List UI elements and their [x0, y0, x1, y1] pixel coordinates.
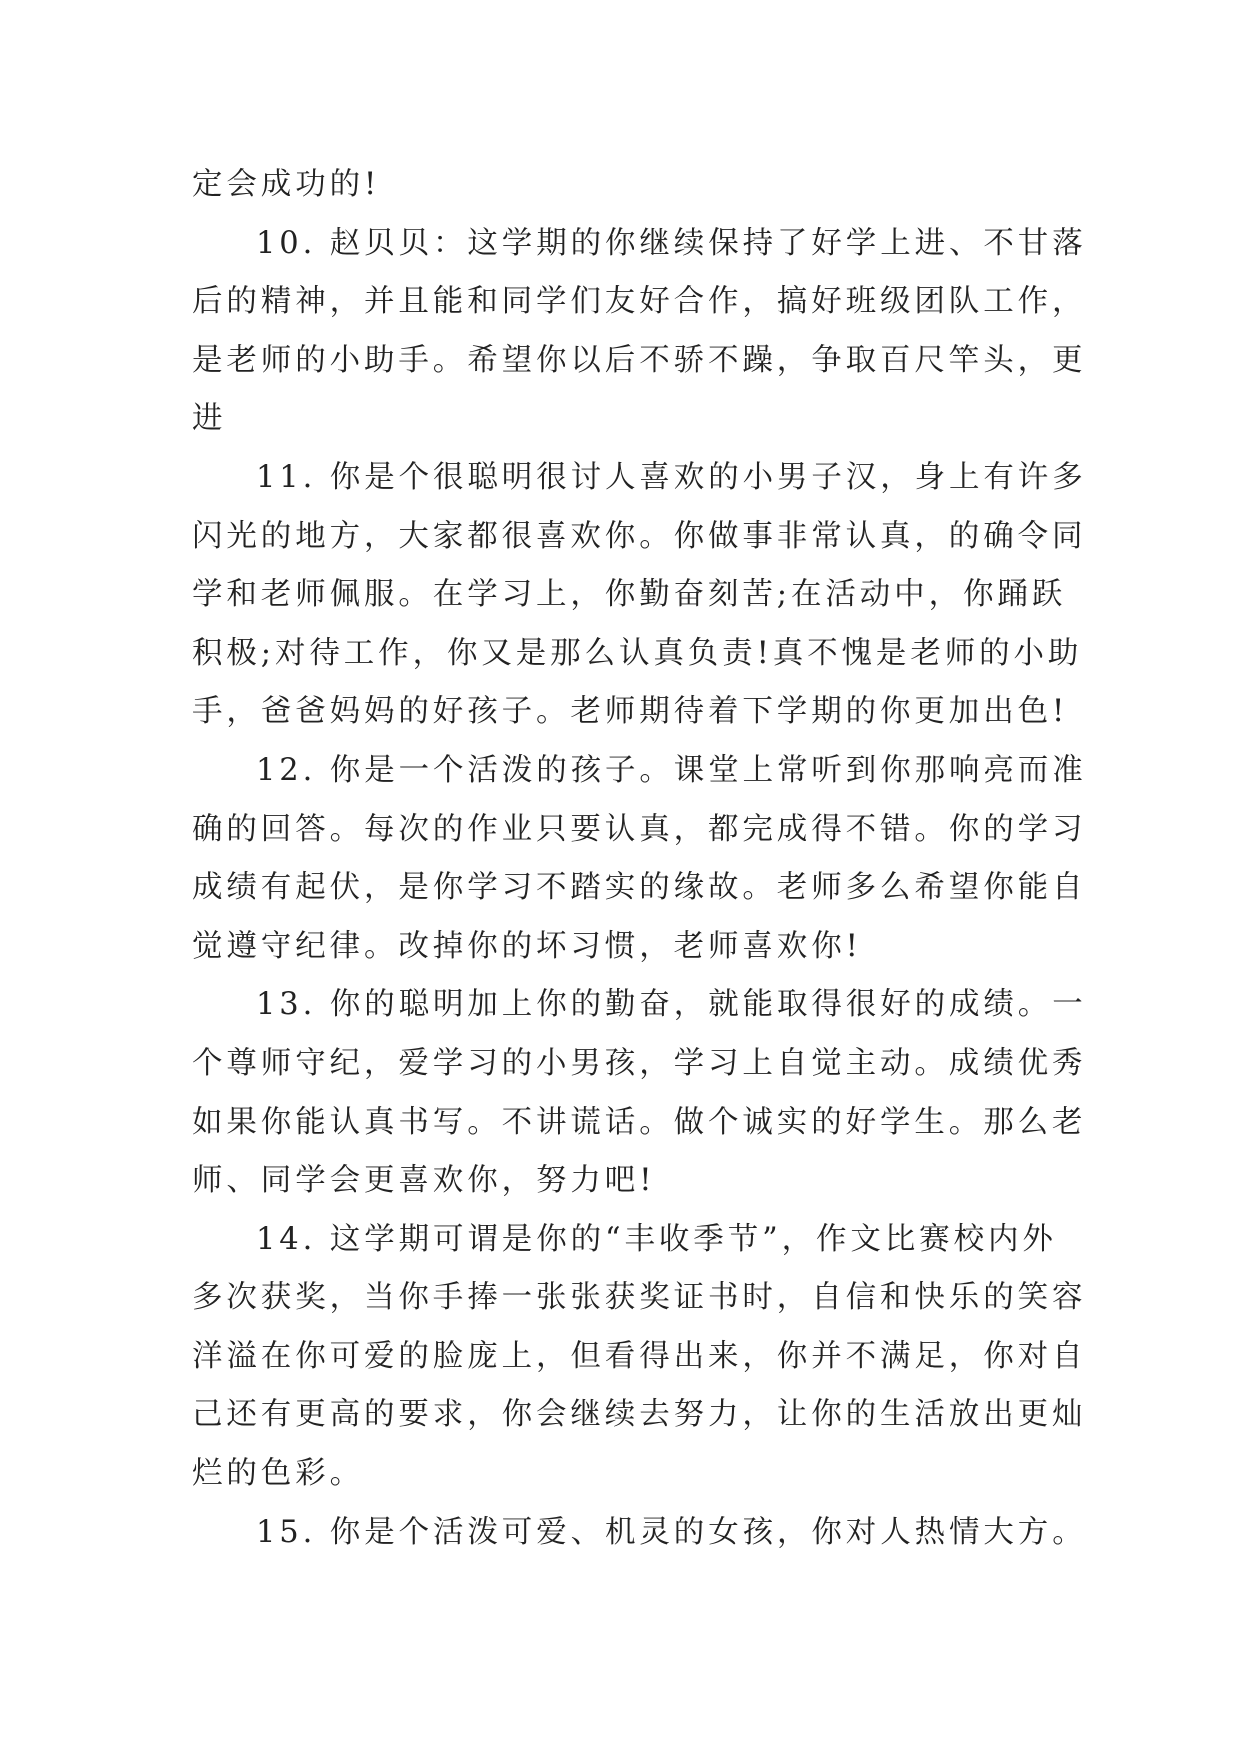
text-line: 师、同学会更喜欢你，努力吧! [192, 1163, 656, 1199]
text-line: 后的精神，并且能和同学们友好合作，搞好班级团队工作， [192, 284, 1087, 320]
text-line: 闪光的地方，大家都很喜欢你。你做事非常认真，的确令同 [192, 518, 1087, 554]
text-line: 是老师的小助手。希望你以后不骄不躁，争取百尺竿头，更 [192, 342, 1087, 378]
text-line: 进 [192, 401, 227, 437]
text-line: 定会成功的! [192, 167, 381, 202]
text-line: 确的回答。每次的作业只要认真，都完成得不错。你的学习 [192, 811, 1087, 847]
text-line: 洋溢在你可爱的脸庞上，但看得出来，你并不满足，你对自 [192, 1338, 1087, 1374]
text-line: 学和老师佩服。在学习上，你勤奋刻苦;在活动中，你踊跃 [192, 577, 1067, 613]
text-line: 觉遵守纪律。改掉你的坏习惯，老师喜欢你! [192, 928, 862, 964]
text-line: 个尊师守纪，爱学习的小男孩，学习上自觉主动。成绩优秀 [192, 1045, 1087, 1081]
paragraph-start-10: 10. 赵贝贝：这学期的你继续保持了好学上进、不甘落 [256, 225, 1087, 261]
text-line: 己还有更高的要求，你会继续去努力，让你的生活放出更灿 [192, 1397, 1087, 1433]
paragraph-start-11: 11. 你是个很聪明很讨人喜欢的小男子汉，身上有许多 [256, 459, 1087, 495]
text-line: 烂的色彩。 [192, 1456, 364, 1492]
text-line: 如果你能认真书写。不讲谎话。做个诚实的好学生。那么老 [192, 1104, 1087, 1140]
paragraph-start-13: 13. 你的聪明加上你的勤奋，就能取得很好的成绩。一 [256, 987, 1087, 1023]
paragraph-start-14: 14. 这学期可谓是你的“丰收季节”，作文比赛校内外 [256, 1221, 1057, 1257]
text-line: 手，爸爸妈妈的好孩子。老师期待着下学期的你更加出色! [192, 694, 1069, 730]
text-line: 积极;对待工作，你又是那么认真负责!真不愧是老师的小助 [192, 635, 1083, 671]
paragraph-start-12: 12. 你是一个活泼的孩子。课堂上常听到你那响亮而准 [256, 752, 1087, 788]
paragraph-start-15: 15. 你是个活泼可爱、机灵的女孩，你对人热情大方。 [256, 1514, 1087, 1550]
document-body [192, 156, 1087, 1562]
text-line: 成绩有起伏，是你学习不踏实的缘故。老师多么希望你能自 [192, 870, 1087, 906]
text-line: 多次获奖，当你手捧一张张获奖证书时，自信和快乐的笑容 [192, 1280, 1087, 1316]
